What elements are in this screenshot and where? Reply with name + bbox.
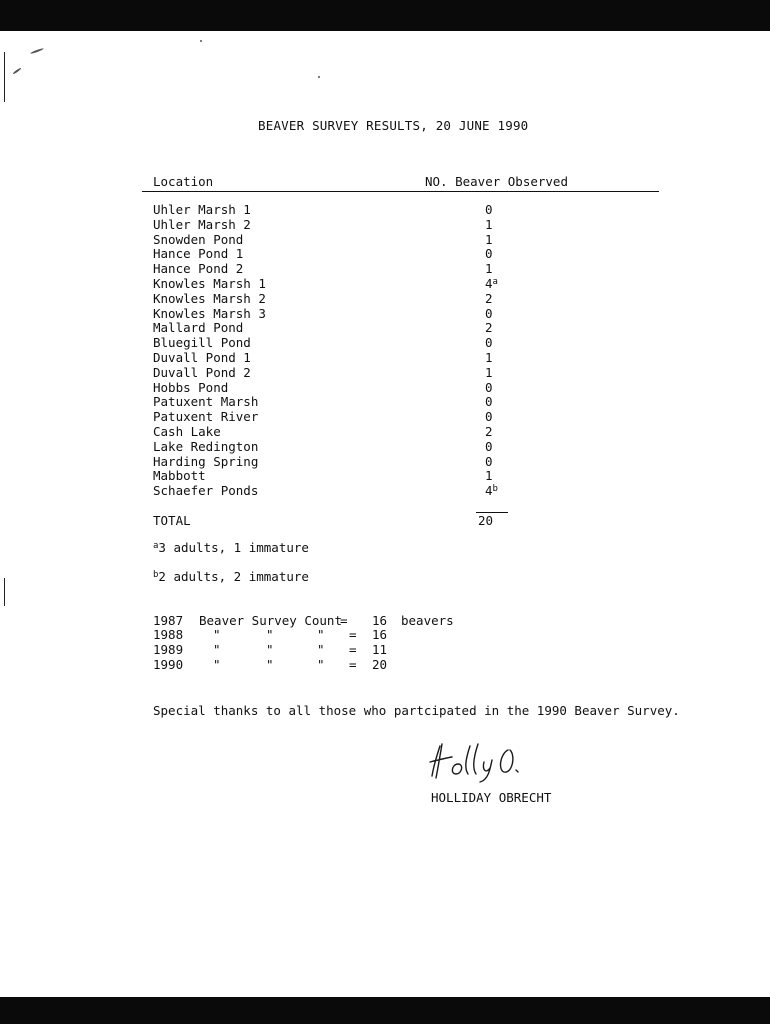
year-cell: 1989 (153, 642, 184, 657)
year-cell: 1988 (153, 627, 184, 642)
count-value: 4 (485, 483, 493, 499)
location-cell: Hobbs Pond (153, 379, 229, 395)
table-row (153, 307, 533, 322)
location-cell: Hance Pond 2 (153, 261, 244, 277)
scan-speck (318, 76, 320, 78)
table-row (153, 366, 533, 381)
page-title: BEAVER SURVEY RESULTS, 20 JUNE 1990 (258, 118, 529, 133)
location-cell: Uhler Marsh 2 (153, 216, 251, 232)
count-value: 0 (485, 202, 493, 217)
count-cell (485, 410, 493, 425)
count-cell (485, 381, 493, 396)
count-value: 0 (485, 409, 493, 425)
footnote-ref: b (492, 484, 498, 495)
count-cell: 20 (372, 657, 388, 672)
scan-border-top (0, 0, 770, 31)
footnote-text: 3 adults, 1 immature (158, 540, 309, 555)
count-value: 0 (485, 305, 493, 321)
year-cell: 1990 (153, 657, 184, 672)
scan-border-bottom (0, 997, 770, 1024)
location-cell: Hance Pond 1 (153, 246, 244, 262)
table-row (153, 233, 533, 248)
footnote-a (153, 540, 309, 555)
count-cell (485, 321, 493, 336)
unit-cell: beavers (401, 613, 454, 628)
total-value: 20 (478, 513, 494, 528)
location-cell: Patuxent River (153, 409, 259, 425)
location-cell: Duvall Pond 1 (153, 349, 251, 365)
count-cell (485, 262, 493, 277)
footnote-b (153, 569, 309, 584)
table-row (153, 321, 533, 336)
location-cell: Bluegill Pond (153, 335, 251, 351)
location-cell: Cash Lake (153, 423, 221, 439)
count-cell (485, 203, 493, 218)
count-cell (485, 277, 498, 292)
count-cell (485, 469, 493, 484)
count-value: 0 (485, 438, 493, 454)
table-row (153, 425, 533, 440)
count-value: 0 (485, 246, 493, 262)
scan-speck (12, 67, 21, 74)
footnote-ref: a (492, 276, 498, 287)
table-row (153, 262, 533, 277)
location-cell: Patuxent Marsh (153, 394, 259, 410)
count-value: 0 (485, 394, 493, 410)
location-cell: Schaefer Ponds (153, 483, 259, 499)
footnote-text: 2 adults, 2 immature (158, 569, 309, 584)
count-cell (485, 292, 493, 307)
history-label: Beaver Survey Count (199, 613, 342, 628)
count-value: 1 (485, 261, 493, 277)
table-row (153, 203, 533, 218)
equals-sign: = (349, 657, 357, 672)
count-value: 0 (485, 379, 493, 395)
location-cell: Mabbott (153, 468, 206, 484)
table-row (153, 455, 533, 470)
ditto-mark: " (213, 657, 221, 672)
survey-table (153, 203, 533, 499)
year-cell: 1987 (153, 613, 184, 628)
count-header: NO. Beaver Observed (425, 174, 568, 189)
count-cell (485, 351, 493, 366)
ditto-mark: " (266, 627, 274, 642)
location-cell: Mallard Pond (153, 320, 244, 336)
count-cell (485, 484, 498, 499)
table-row (153, 351, 533, 366)
footnote-mark: a (153, 541, 159, 551)
ditto-mark: " (317, 657, 325, 672)
count-value: 0 (485, 335, 493, 351)
count-value: 0 (485, 453, 493, 469)
count-cell (485, 218, 493, 233)
ditto-mark: " (317, 642, 325, 657)
equals-sign: = (349, 627, 357, 642)
location-cell: Lake Redington (153, 438, 259, 454)
count-value: 2 (485, 290, 493, 306)
count-cell: 16 (372, 613, 388, 628)
table-row (153, 381, 533, 396)
location-header: Location (153, 174, 214, 189)
location-cell: Uhler Marsh 1 (153, 202, 251, 217)
table-row (153, 218, 533, 233)
count-value: 2 (485, 320, 493, 336)
scan-edge-mark (4, 578, 5, 606)
location-cell: Knowles Marsh 2 (153, 290, 266, 306)
thanks-note: Special thanks to all those who partcipated in the 1990 Beaver Survey. (153, 703, 680, 718)
handwritten-signature (424, 740, 544, 787)
count-cell (485, 366, 493, 381)
scan-speck (30, 48, 44, 55)
total-label: TOTAL (153, 513, 191, 528)
count-value: 1 (485, 216, 493, 232)
count-cell (485, 336, 493, 351)
footnote-mark: b (153, 570, 159, 580)
table-row (153, 469, 533, 484)
count-value: 2 (485, 423, 493, 439)
table-row (153, 440, 533, 455)
table-row (153, 484, 533, 499)
table-row (153, 395, 533, 410)
count-value: 4 (485, 275, 493, 291)
location-cell: Knowles Marsh 3 (153, 305, 266, 321)
count-cell (485, 455, 493, 470)
count-cell (485, 233, 493, 248)
scan-edge-mark (4, 52, 5, 102)
count-cell: 11 (372, 642, 388, 657)
location-cell: Knowles Marsh 1 (153, 275, 266, 291)
count-cell (485, 307, 493, 322)
ditto-mark: " (213, 627, 221, 642)
signer-name: HOLLIDAY OBRECHT (431, 790, 552, 805)
location-cell: Snowden Pond (153, 231, 244, 247)
table-row (153, 292, 533, 307)
location-cell: Duvall Pond 2 (153, 364, 251, 380)
location-cell: Harding Spring (153, 453, 259, 469)
count-cell (485, 440, 493, 455)
count-value: 1 (485, 364, 493, 380)
count-cell (485, 425, 493, 440)
count-cell (485, 247, 493, 262)
table-row (153, 247, 533, 262)
count-value: 1 (485, 468, 493, 484)
table-row (153, 277, 533, 292)
header-rule (142, 191, 659, 192)
ditto-mark: " (213, 642, 221, 657)
ditto-mark: " (266, 657, 274, 672)
count-value: 1 (485, 231, 493, 247)
ditto-mark: " (266, 642, 274, 657)
count-cell (485, 395, 493, 410)
ditto-mark: " (317, 627, 325, 642)
equals-sign: = (340, 613, 348, 628)
table-row (153, 336, 533, 351)
table-row (153, 410, 533, 425)
equals-sign: = (349, 642, 357, 657)
scan-speck (200, 40, 202, 42)
count-cell: 16 (372, 627, 388, 642)
count-value: 1 (485, 349, 493, 365)
